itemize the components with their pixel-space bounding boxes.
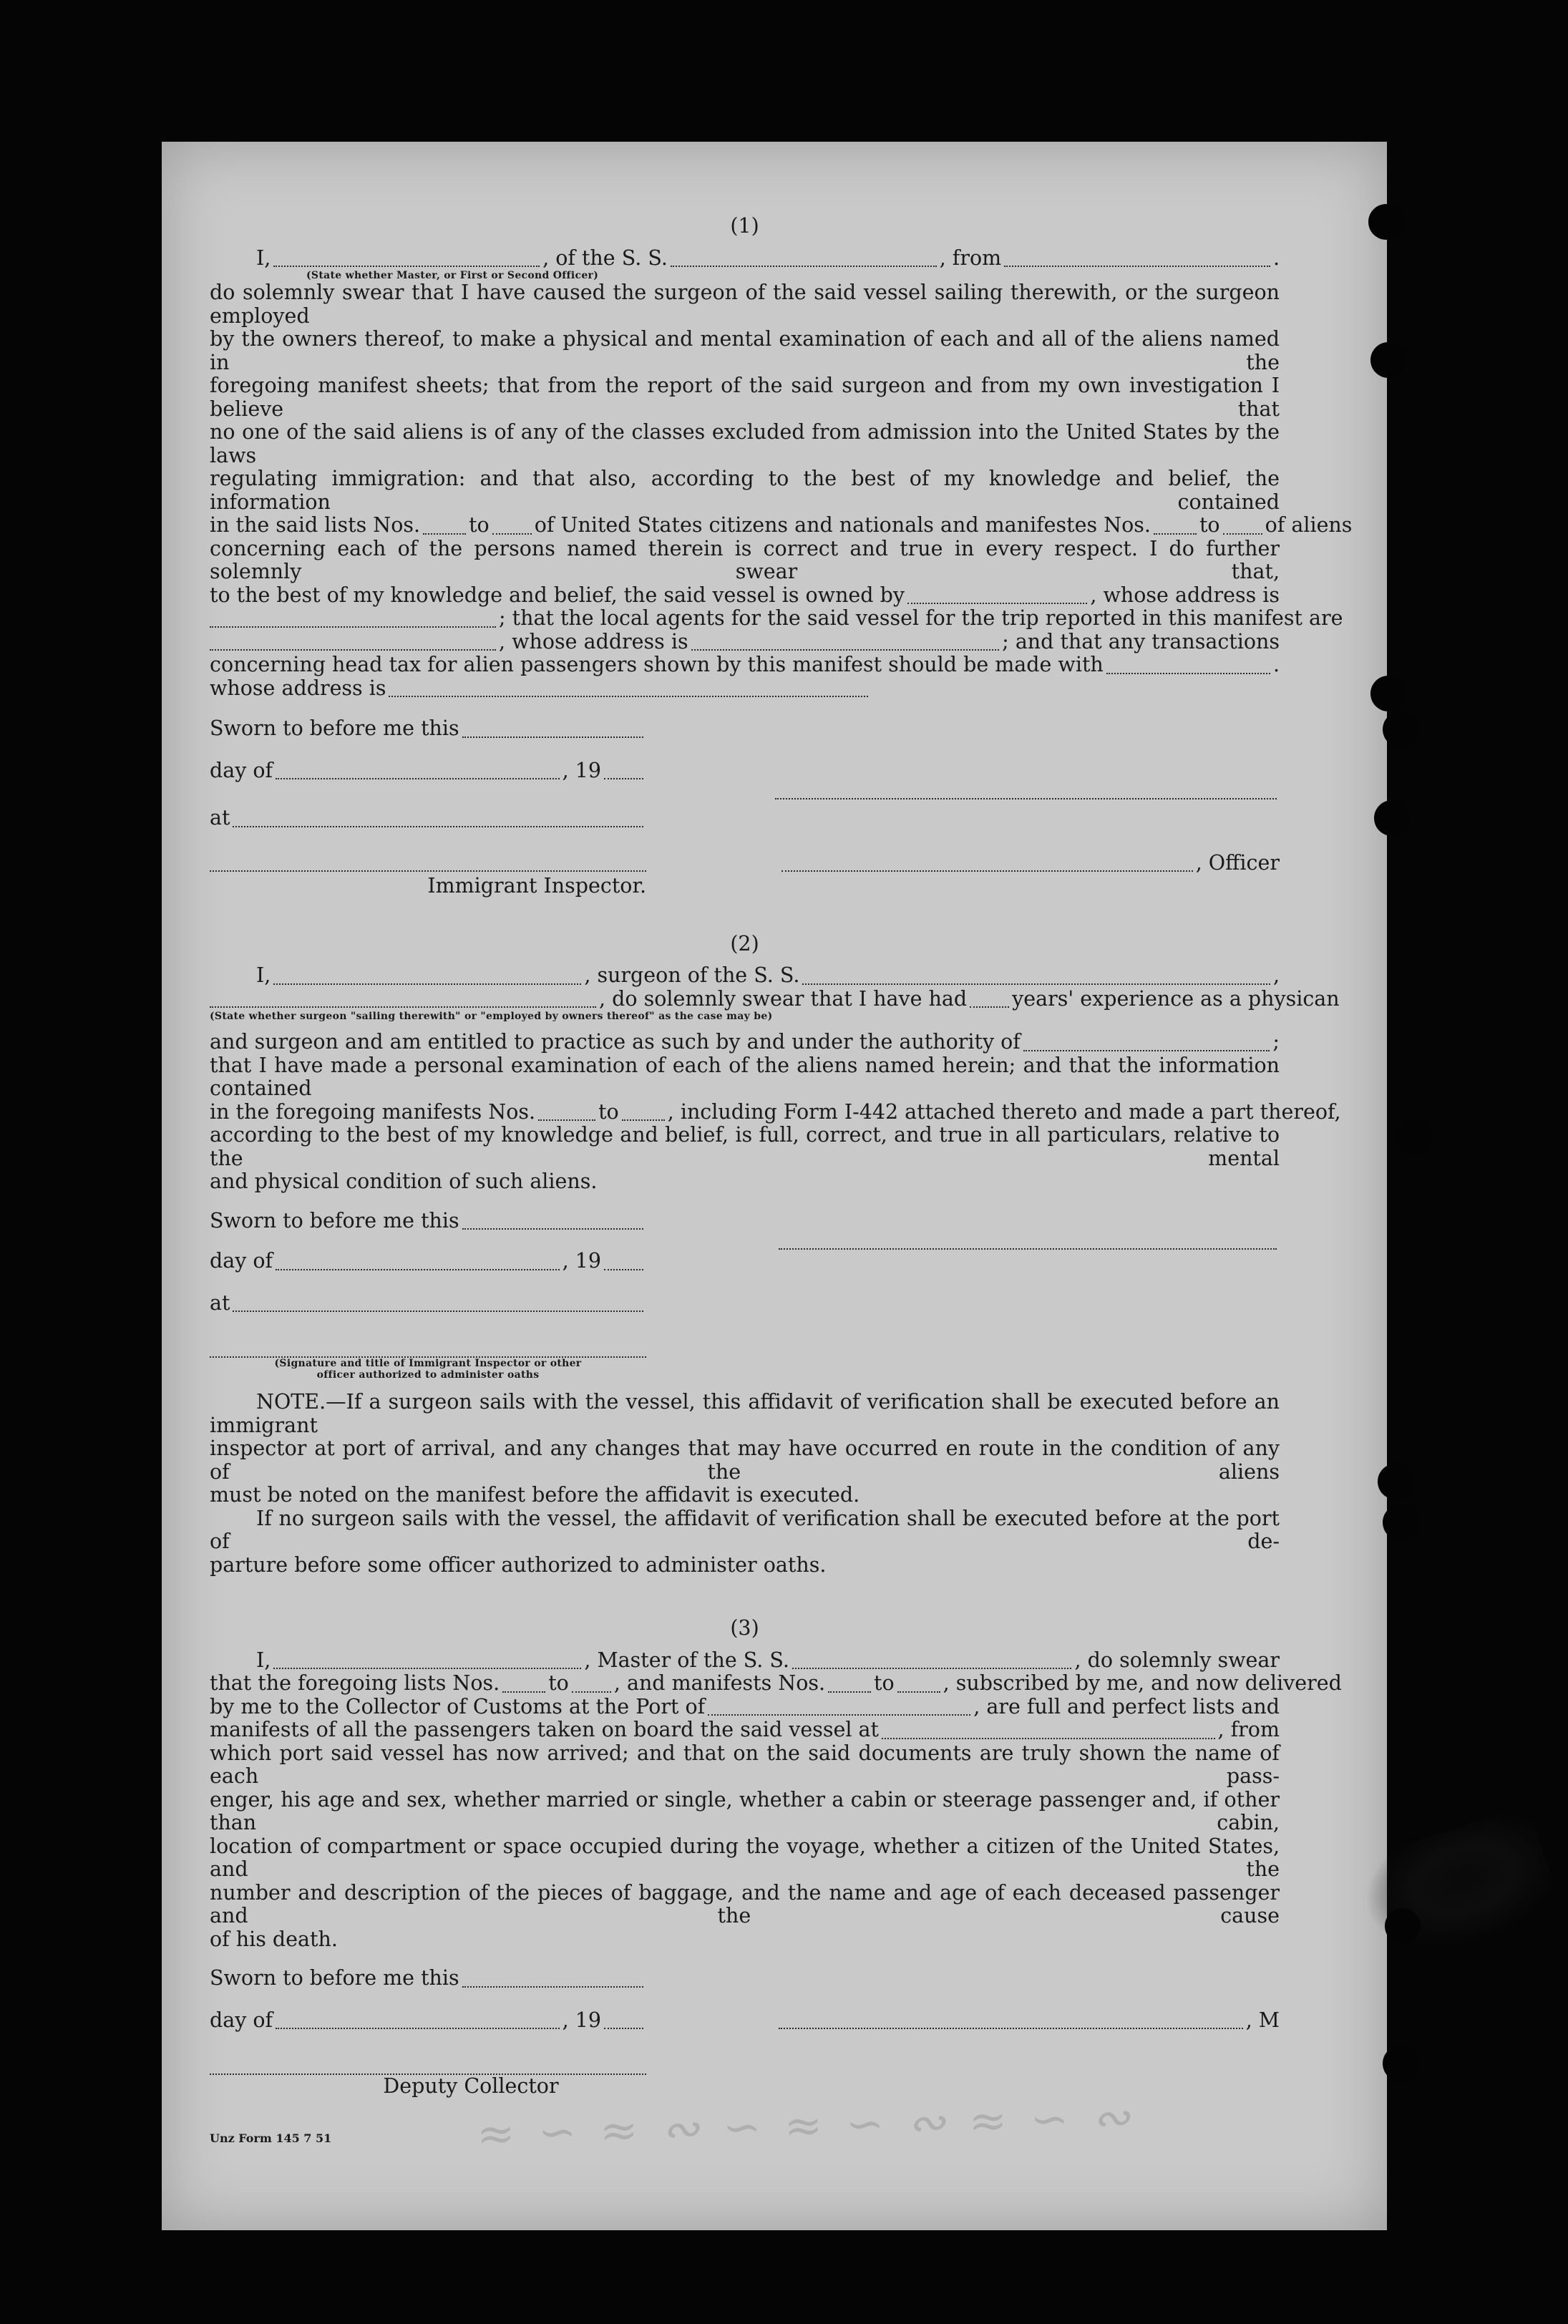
owner-address-field[interactable]	[210, 611, 496, 628]
text: to	[598, 1099, 619, 1124]
text: of his death.	[210, 1927, 338, 1951]
text: and physical condition of such aliens.	[210, 1170, 598, 1193]
sworn-place-field[interactable]	[233, 810, 643, 827]
date-line	[210, 759, 646, 783]
sworn-day-field[interactable]	[462, 1970, 643, 1988]
text: according to the best of my knowledge and belief, is full, correct, and true in all particulars, relative to the mental	[210, 1123, 1280, 1170]
citizen-list-from-field[interactable]	[423, 517, 466, 535]
sworn-year-field[interactable]	[604, 1253, 643, 1270]
text: Sworn to before me this	[210, 1966, 459, 1990]
note-text: If no surgeon sails with the vessel, the affidavit of verification shall be executed before at the port of de-	[210, 1506, 1280, 1553]
port-line	[210, 1696, 1280, 1719]
manifest-from-field[interactable]	[538, 1104, 595, 1121]
boarding-port-field[interactable]	[882, 1722, 1215, 1739]
head-tax-line	[210, 653, 1280, 677]
inspector-signature-field[interactable]	[210, 855, 646, 872]
text: , are full and perfect lists and	[973, 1694, 1280, 1718]
text: ,	[1272, 963, 1280, 987]
lists-line	[210, 1671, 1342, 1696]
text: manifests of all the passengers taken on board the said vessel at	[210, 1718, 879, 1741]
text: , 19	[562, 758, 601, 782]
vessel-name-field[interactable]	[671, 250, 937, 267]
place-line	[210, 1292, 646, 1316]
surgeon-signature-row	[210, 1233, 1280, 1250]
text: ;	[1272, 1030, 1280, 1054]
sworn-line	[210, 717, 646, 741]
text: to	[874, 1671, 895, 1695]
punch-hole	[1374, 800, 1410, 836]
section-2-opening-line	[210, 964, 1280, 988]
departure-port-field[interactable]	[1004, 250, 1270, 267]
text: .	[1272, 653, 1280, 676]
surgeon-status-caption: (State whether surgeon "sailing therewith" or "employed by owners thereof" as the case may be)	[210, 1011, 773, 1022]
sworn-month-field[interactable]	[276, 762, 560, 779]
affidavit-form	[210, 208, 1353, 2150]
officer-name-field[interactable]	[273, 250, 540, 267]
head-tax-address-field[interactable]	[389, 680, 868, 697]
master-vessel-field[interactable]	[792, 1652, 1072, 1669]
manifests-to-field[interactable]	[897, 1676, 940, 1693]
text: of aliens	[1265, 513, 1353, 537]
sworn-year-field[interactable]	[604, 2012, 643, 2029]
text: , 19	[562, 1249, 601, 1273]
text: I,	[256, 245, 271, 270]
text: , M	[1245, 2008, 1280, 2032]
section-1-opening-line	[210, 247, 1280, 271]
text: , 19	[562, 2008, 601, 2032]
section-3-opening-line	[210, 1649, 1280, 1673]
text: , from	[939, 245, 1002, 270]
text: which port said vessel has now arrived; and that on the said documents are truly shown the name of each pass-	[210, 1741, 1280, 1788]
surgeon-signature-field[interactable]	[779, 1233, 1277, 1250]
years-experience-field[interactable]	[970, 991, 1009, 1008]
punch-hole	[1370, 676, 1406, 711]
date-and-master-row	[210, 2009, 1280, 2033]
punch-hole	[1397, 1119, 1433, 1155]
text: to	[469, 513, 490, 537]
punch-hole	[1378, 1464, 1413, 1499]
text: day of	[210, 2008, 273, 2032]
text: by me to the Collector of Customs at the Port of	[210, 1694, 706, 1718]
form-number: Unz Form 145 7 51	[210, 2131, 332, 2145]
date-line	[210, 1250, 646, 1273]
text: foregoing manifest sheets; that from the report of the said surgeon and from my own investigation I believe that	[210, 374, 1280, 421]
text: in the foregoing manifests Nos.	[210, 1099, 536, 1124]
head-tax-contact-field[interactable]	[1106, 657, 1270, 674]
text: in the said lists Nos.	[210, 513, 421, 537]
sworn-month-field[interactable]	[276, 2012, 560, 2029]
text: , from	[1217, 1718, 1280, 1741]
agents-address-line	[210, 631, 1280, 654]
text: ; and that any transactions	[1002, 629, 1280, 653]
punch-hole	[1370, 342, 1406, 378]
punch-hole	[1368, 204, 1404, 240]
text: do solemnly swear that I have caused the surgeon of the said vessel sailing therewith, or the surgeon employed	[210, 281, 1280, 328]
punch-hole	[1383, 2046, 1418, 2081]
text: and surgeon and am entitled to practice as such by and under the authority of	[210, 1030, 1021, 1054]
surgeon-vessel-field[interactable]	[802, 968, 1270, 985]
text: day of	[210, 758, 273, 782]
text: whose address is	[210, 676, 386, 700]
text: , and manifests Nos.	[613, 1671, 826, 1695]
text: by the owners thereof, to make a physical and mental examination of each and all of the aliens named in the	[210, 327, 1280, 374]
text: , Master of the S. S.	[584, 1648, 789, 1672]
text: , whose address is	[1090, 583, 1280, 607]
place-line	[210, 807, 646, 830]
section-1-number: (1)	[730, 214, 759, 238]
master-signature-field[interactable]	[779, 2012, 1243, 2029]
officer-name-signature-field[interactable]	[781, 855, 1193, 872]
date-line	[210, 2009, 646, 2033]
text: regulating immigration: and that also, according to the best of my knowledge and belief, the information contained	[210, 467, 1280, 514]
sworn-line	[210, 1967, 646, 1990]
text: I,	[256, 963, 271, 987]
text: to the best of my knowledge and belief, the said vessel is owned by	[210, 583, 905, 607]
sworn-day-field[interactable]	[462, 721, 643, 738]
agents-address-field[interactable]	[691, 633, 1000, 651]
text: day of	[210, 1249, 273, 1273]
manifest-to-field[interactable]	[622, 1104, 665, 1121]
text: of United States citizens and nationals and manifestes Nos.	[534, 513, 1151, 537]
sworn-day-field[interactable]	[462, 1212, 643, 1230]
text: to	[548, 1671, 569, 1695]
text: , subscribed by me, and now delivered	[943, 1671, 1342, 1695]
inspector-signature-field[interactable]	[210, 1341, 646, 1358]
sworn-place-field[interactable]	[233, 1295, 643, 1312]
alien-manifest-from-field[interactable]	[1154, 517, 1197, 535]
alien-manifest-to-field[interactable]	[1223, 517, 1262, 535]
text: to	[1199, 513, 1220, 537]
immigrant-inspector-caption: Immigrant Inspector.	[427, 874, 646, 898]
text: Sworn to before me this	[210, 716, 459, 740]
list-numbers-line	[210, 513, 1353, 538]
agents-line	[210, 606, 1343, 631]
text: number and description of the pieces of baggage, and the name and age of each deceased passenger and the cause	[210, 1880, 1280, 1927]
text: , of the S. S.	[542, 245, 668, 270]
master-name-field[interactable]	[273, 1652, 581, 1669]
local-agents-field[interactable]	[210, 633, 496, 651]
owner-line	[210, 584, 1280, 608]
text: concerning each of the persons named therein is correct and true in every respect. I do further solemnly swear that,	[210, 536, 1280, 583]
citizen-list-to-field[interactable]	[492, 517, 532, 535]
practice-authority-field[interactable]	[1023, 1034, 1270, 1051]
faint-handwriting-mark: ≈ ∽ ≈ ∾ ∽ ≈ ∽ ∾ ≈ ∽ ∾	[476, 2091, 1136, 2162]
text: , whose address is	[499, 629, 688, 653]
text: that the foregoing lists Nos.	[210, 1671, 500, 1695]
text: years' experience as a physican	[1012, 986, 1340, 1011]
note-text: must be noted on the manifest before the affidavit is executed.	[210, 1483, 860, 1507]
collector-signature-field[interactable]	[210, 2058, 646, 2075]
officer-rank-caption: (State whether Master, or First or Second Officer)	[306, 270, 599, 281]
sworn-month-field[interactable]	[276, 1253, 560, 1270]
surgeon-name-field[interactable]	[273, 968, 581, 985]
officer-signature-field[interactable]	[775, 782, 1277, 799]
text: , including Form I-442 attached thereto and made a part thereof,	[667, 1099, 1341, 1124]
lists-to-field[interactable]	[572, 1676, 611, 1693]
text: .	[1272, 245, 1280, 270]
text: , Officer	[1195, 850, 1280, 875]
section-2-number: (2)	[730, 931, 759, 956]
authority-line	[210, 1031, 1280, 1054]
text: at	[210, 1290, 230, 1315]
punch-hole	[1383, 711, 1418, 747]
text: , do solemnly swear that I have had	[599, 986, 968, 1011]
note-text: NOTE.—If a surgeon sails with the vessel, this affidavit of verification shall be executed before an immigrant	[210, 1390, 1280, 1437]
note-text: parture before some officer authorized to administer oaths.	[210, 1552, 827, 1577]
text: no one of the said aliens is of any of the classes excluded from admission into the United States by the laws	[210, 420, 1280, 467]
sworn-line	[210, 1210, 646, 1233]
ink-smudge	[1351, 1805, 1564, 1972]
customs-port-field[interactable]	[708, 1698, 970, 1716]
text: I,	[256, 1648, 271, 1672]
text: Sworn to before me this	[210, 1208, 459, 1233]
lists-from-field[interactable]	[502, 1676, 545, 1693]
text: that I have made a personal examination of each of the aliens named herein; and that the information contained	[210, 1053, 1280, 1100]
punch-hole	[1383, 1504, 1418, 1540]
signature-row	[210, 852, 1280, 875]
head-tax-address-line	[210, 677, 1280, 701]
manifest-numbers-line	[210, 1099, 1341, 1124]
experience-line	[210, 986, 1340, 1011]
signature-caption-2: officer authorized to administer oaths	[316, 1369, 540, 1381]
place-row	[210, 782, 1280, 807]
text: at	[210, 806, 230, 830]
text: enger, his age and sex, whether married or single, whether a cabin or steerage passenger and, if other than cabin,	[210, 1787, 1280, 1834]
text: concerning head tax for alien passengers shown by this manifest should be made with	[210, 653, 1104, 676]
deputy-collector-caption: Deputy Collector	[383, 2074, 559, 2098]
signature-caption-1: (Signature and title of Immigrant Inspector or other	[274, 1358, 582, 1369]
text: , surgeon of the S. S.	[584, 963, 800, 987]
sworn-year-field[interactable]	[604, 762, 643, 779]
text: location of compartment or space occupied during the voyage, whether a citizen of the United States, and the	[210, 1834, 1280, 1881]
text: ; that the local agents for the said vessel for the trip reported in this manifest are	[499, 606, 1343, 630]
note-text: inspector at port of arrival, and any changes that may have occurred en route in the condition of any of the aliens	[210, 1436, 1280, 1484]
manifests-from-field[interactable]	[828, 1676, 871, 1693]
punch-hole	[1385, 1908, 1421, 1944]
surgeon-status-field[interactable]	[210, 991, 596, 1008]
boarding-port-line	[210, 1718, 1280, 1742]
text: , do solemnly swear	[1074, 1648, 1280, 1672]
vessel-owner-field[interactable]	[907, 587, 1087, 604]
section-3-number: (3)	[730, 1616, 759, 1640]
